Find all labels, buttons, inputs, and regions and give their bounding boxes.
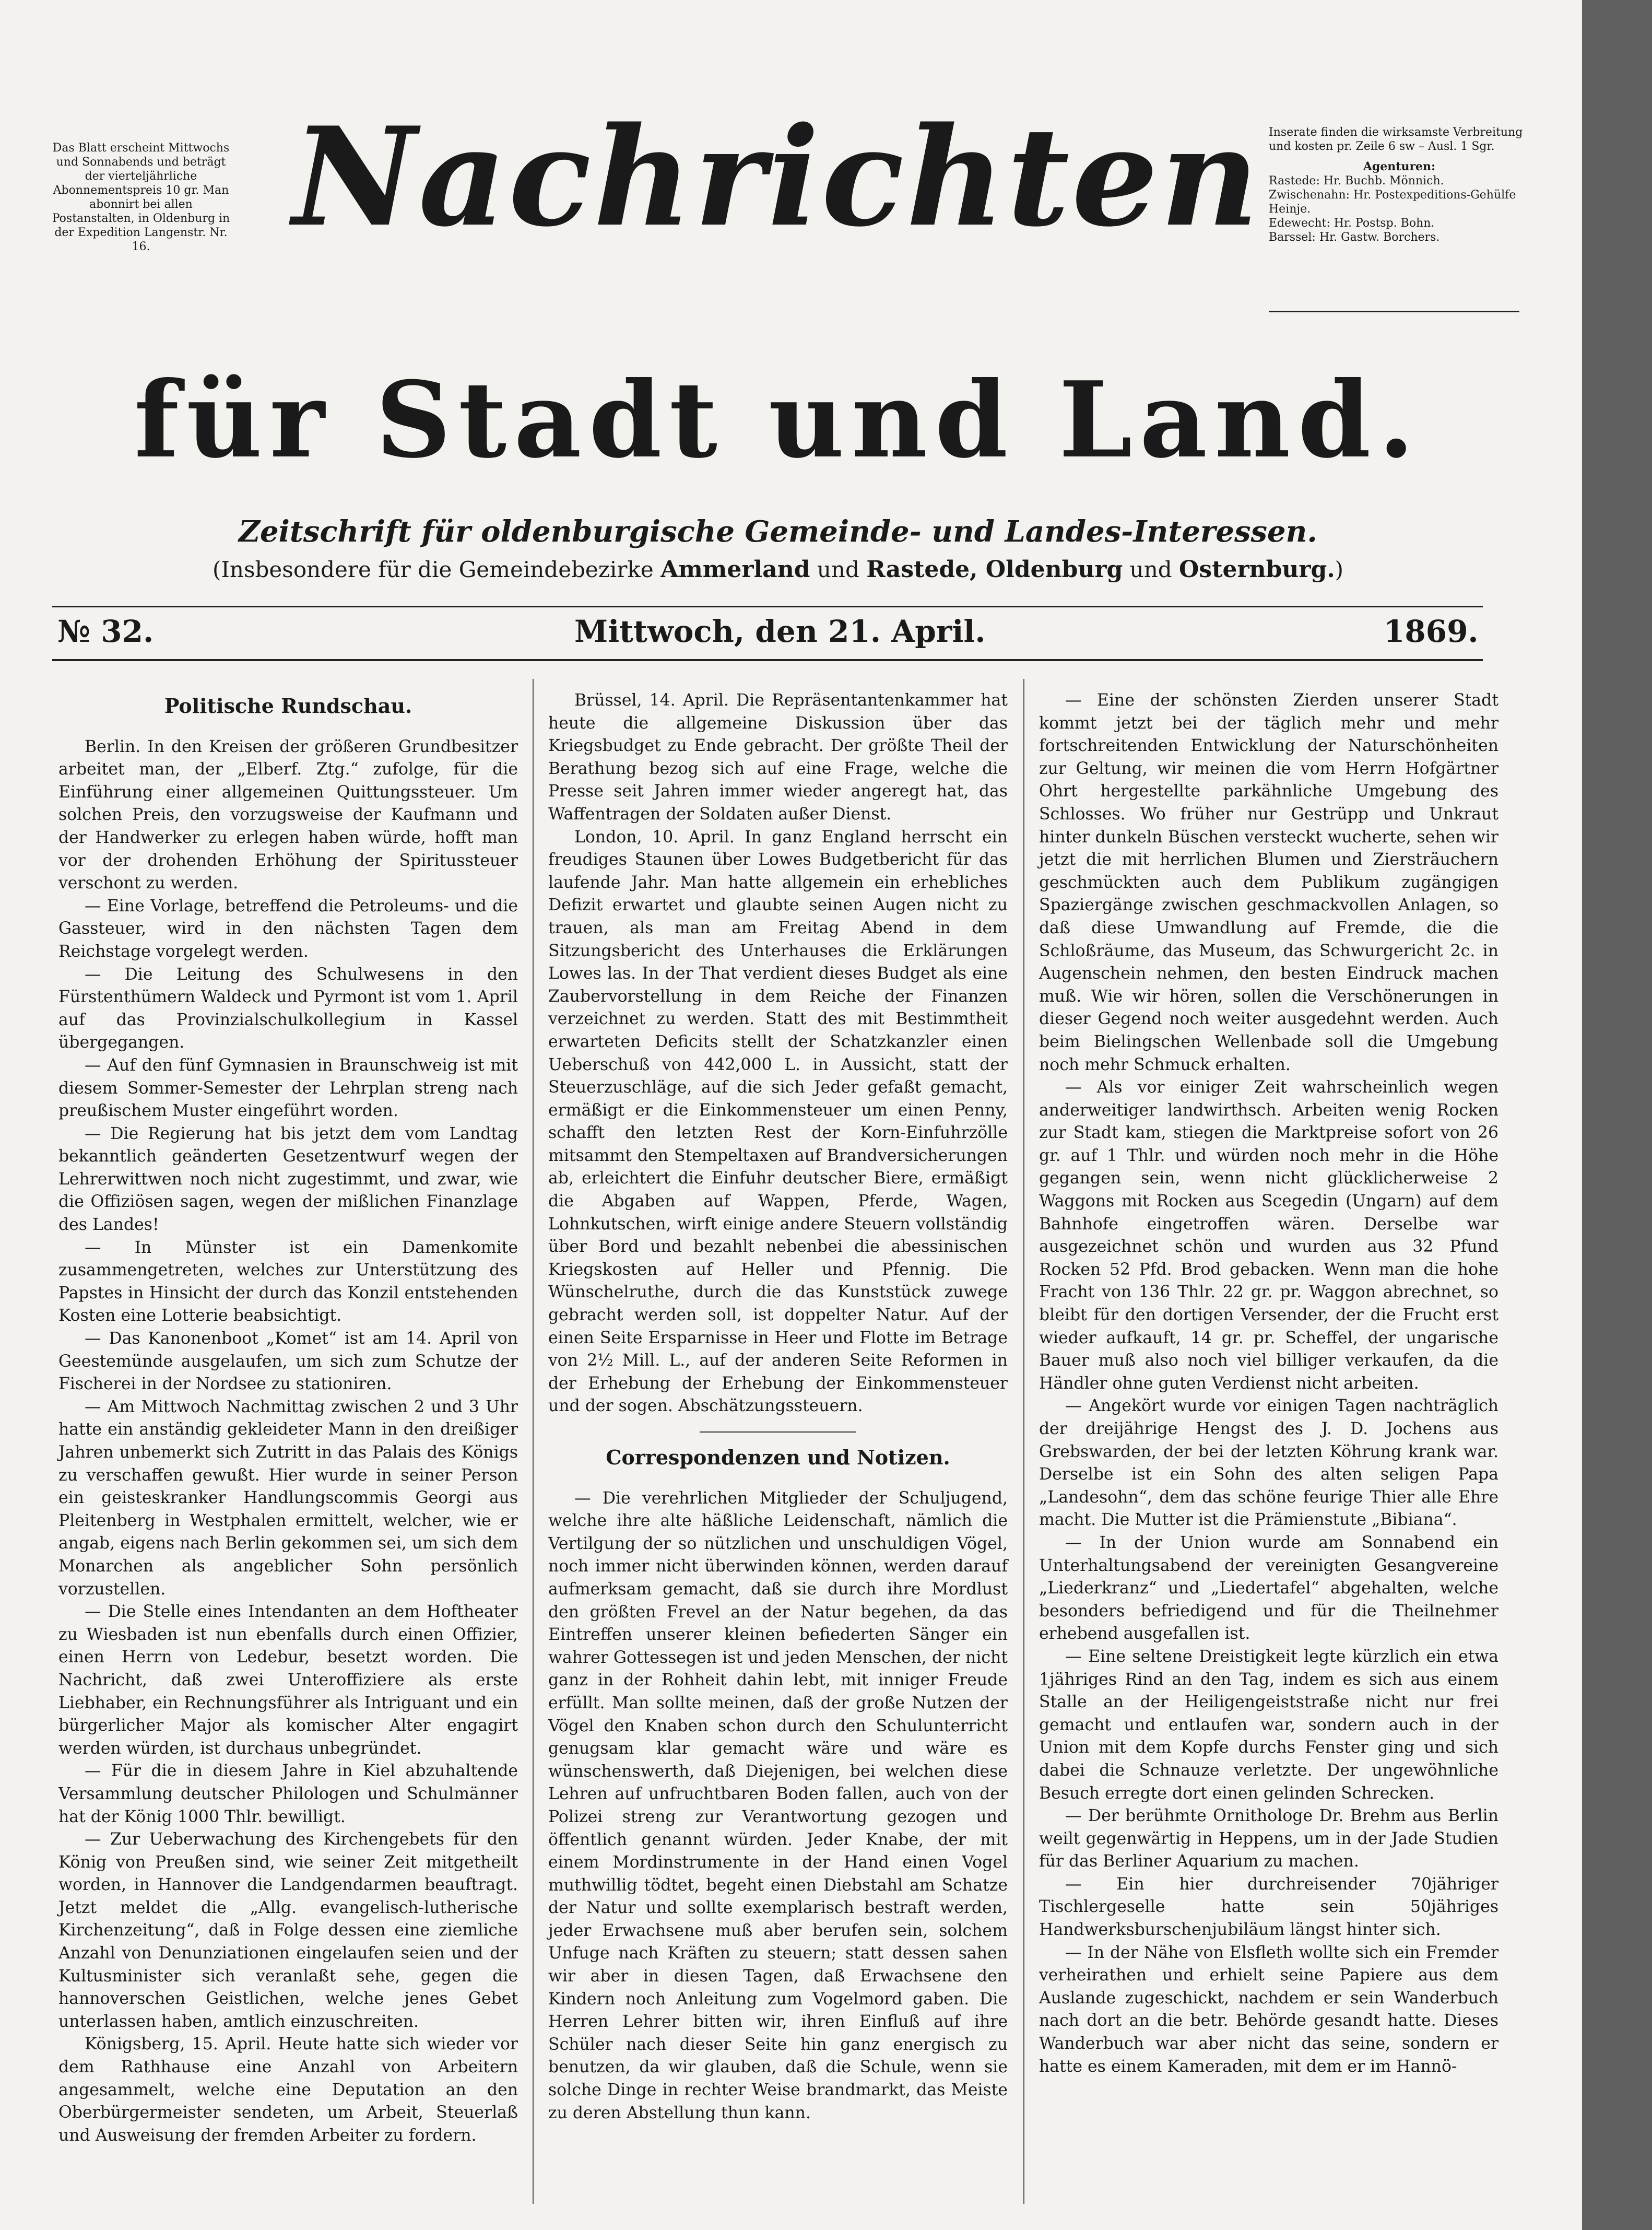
column-local-news xyxy=(1039,689,1498,2078)
article-paragraph: — Eine der schönsten Zierden unserer Stadt kommt jetzt bei der täglich mehr und mehr fortschreitenden Entwicklung der Naturschönheiten zur Geltung, wir meinen die vom Herrn Hofgärtner Ohrt hergestellte parkähnliche Umgebung des Schlosses. Wo früher nur Gestrüpp und Unkraut hinter dunkeln Büschen versteckt wucherte, sehen wir jetzt die mit herrlichen Blumen und Ziersträuchern geschmückten auch dem Publikum zugängigen Spaziergänge zwischen geschmackvollen Anlagen, so daß diese Umwandlung auf Fremde, die die Schloßräume, das Museum, das Schwurgericht 2c. in Augenschein nehmen, den besten Eindruck machen muß. Wie wir hören, sollen die Verschönerungen in dieser Gegend noch weiter ausgedehnt werden. Auch beim Bielingschen Wellenbade soll die Umgebung noch mehr Schmuck erhalten. xyxy=(1039,691,1498,1074)
header-rule-top xyxy=(52,606,1483,607)
agent-line: Edewecht: Hr. Postsp. Bohn. xyxy=(1269,217,1435,230)
inserate-text: Inserate finden die wirksamste Verbreitung und kosten pr. Zeile 6 sw – Ausl. 1 Sgr. xyxy=(1269,126,1523,153)
article-paragraph: — Für die in diesem Jahre in Kiel abzuhaltende Versammlung deutscher Philologen und Schulmänner hat der König 1000 Thlr. bewilligt. xyxy=(58,1762,518,1826)
section-heading: Politische Rundschau. xyxy=(164,694,412,718)
district-osternburg: Osternburg. xyxy=(1179,556,1335,583)
agent-line: Rastede: Hr. Buchb. Mönnich. xyxy=(1269,174,1444,187)
issue-date: Mittwoch, den 21. April. xyxy=(574,614,986,649)
article-paragraph: — In der Union wurde am Sonnabend ein Unterhaltungsabend der vereinigten Gesangvereine „Liederkranz“ und „Liedertafel“ abgehalten, welche besonders befriedigend und für die Theilnehmer erhebend ausgefallen ist. xyxy=(1039,1533,1498,1644)
article-paragraph: Brüssel, 14. April. Die Repräsentantenkammer hat heute die allgemeine Diskussion über das Kriegsbudget zu Ende gebracht. Der größte Theil der Berathung bezog sich auf eine Frage, welche die Presse seit Jahren immer wieder angeregt hat, das Waffentragen der Soldaten außer Dienst. xyxy=(548,691,1008,824)
article-paragraph: — In der Nähe von Elsfleth wollte sich ein Fremder verheirathen und erhielt seine Papiere aus dem Auslande zugeschickt, nachdem er sein Wanderbuch nach dort an die betr. Behörde gesandt hatte. Dieses Wanderbuch war aber nicht das seine, sondern er hatte es einem Kameraden, mit dem er im Hannö- xyxy=(1039,1943,1498,2076)
district-rastede-oldenburg: Rastede, Oldenburg xyxy=(866,556,1123,583)
article-paragraph: — Angekört wurde vor einigen Tagen nachträglich der dreijährige Hengst des J. D. Jochens aus Grebswarden, der bei der letzten Köhrung krank war. Derselbe ist ein Sohn des alten seligen Papa „Landesohn“, dem das schöne feurige Thier alle Ehre macht. Die Mutter ist die Prämienstute „Bibiana“. xyxy=(1039,1396,1498,1530)
article-paragraph: Berlin. In den Kreisen der größeren Grundbesitzer arbeitet man, der „Elberf. Ztg.“ zufolge, für die Einführung einer allgemeinen Quittungssteuer. Um solchen Preis, den vorzugsweise der Kaufmann und der Handwerker zu erlegen haben würde, hofft man vor der drohenden Erhöhung der Spiritussteuer verschont zu werden. xyxy=(58,737,518,893)
column-divider xyxy=(533,679,534,2204)
article-paragraph: — Ein hier durchreisender 70jähriger Tischlergeselle hatte sein 50jähriges Handwerksburschenjubiläum längst hinter sich. xyxy=(1039,1874,1498,1940)
agent-line: Barssel: Hr. Gastw. Borchers. xyxy=(1269,231,1440,244)
issue-year: 1869. xyxy=(1384,614,1479,649)
masthead-subtitle: Zeitschrift für oldenburgische Gemeinde- und Landes-Interessen. xyxy=(239,514,1317,549)
masthead-title-line1: Nachrichten xyxy=(292,98,1261,257)
column-politics xyxy=(58,689,518,2147)
agent-line: Zwischenahn: Hr. Postexpeditions-Gehülfe Heinje. xyxy=(1269,189,1516,216)
districts-intro: (Insbesondere für die Gemeindebezirke xyxy=(212,557,654,582)
district-ammerland: Ammerland xyxy=(660,556,810,583)
article-paragraph: — In Münster ist ein Damenkomite zusammengetreten, welches zur Unterstützung des Papstes in Hinsicht der durch das Konzil entstehenden Kosten eine Lotterie beabsichtigt. xyxy=(58,1238,518,1325)
advertising-notice xyxy=(1269,125,1530,244)
article-paragraph: — Auf den fünf Gymnasien in Braunschweig ist mit diesem Sommer-Semester der Lehrplan streng nach preußischem Muster eingeführt worden. xyxy=(58,1055,518,1121)
article-paragraph: London, 10. April. In ganz England herrscht ein freudiges Staunen über Lowes Budgetbericht für das laufende Jahr. Man hatte allgemein ein erhebliches Defizit erwartet und glaubte seinen Augen nicht zu trauen, als man am Freitag Abend in dem Sitzungsbericht des Unterhauses die Erklärungen Lowes las. In der That verdient dieses Budget als eine Zaubervorstellung in dem Reiche der Finanzen verzeichnet zu werden. Statt des mit Bestimmtheit erwarteten Deficits stellt der Schatzkanzler einen Ueberschuß von 442,000 L. in Aussicht, statt der Steuerzuschläge, auf die sich Jeder gefaßt gemacht, ermäßigt er die Einkommensteuer um einen Penny, schafft den letzten Rest der Korn-Einfuhrzölle mitsammt den Stempeltaxen auf Brandversicherungen ab, erleichtert die Einfuhr deutscher Biere, ermäßigt die Abgaben auf Wappen, Pferde, Wagen, Lohnkutschen, wirft einige andere Steuern vollständig über Bord und bezahlt nebenbei die abessinischen Kriegskosten auf Heller und Pfennig. Die Wünschelruthe, durch die das Kunststück zuwege gebracht werden soll, ist doppelter Natur. Auf der einen Seite Ersparnisse in Heer und Flotte im Betrage von 2½ Mill. L., auf der anderen Seite Reformen in der Erhebung der Erhebung der Einkommensteuer und der sogen. Abschätzungssteuern. xyxy=(548,827,1008,1416)
districts-and: und xyxy=(1129,557,1172,582)
notice-divider xyxy=(1269,311,1519,312)
scan-background-edge xyxy=(1582,0,1652,2230)
article-paragraph: — Am Mittwoch Nachmittag zwischen 2 und 3 Uhr hatte ein anständig gekleideter Mann in den dreißiger Jahren unbemerkt sich Zutritt in das Palais des Königs zu verschaffen gewußt. Hier wurde in seiner Person ein geisteskranker Handlungscommis Georgi aus Pleitenberg in Westphalen ermittelt, welcher, wie er angab, eigens nach Berlin gekommen sei, um sich dem Monarchen als angeblicher Sohn persönlich vorzustellen. xyxy=(58,1397,518,1599)
article-paragraph: — Die Leitung des Schulwesens in den Fürstenthümern Waldeck und Pyrmont ist vom 1. April auf das Provinzialschulkollegium in Kassel übergegangen. xyxy=(58,965,518,1052)
article-paragraph: — Eine Vorlage, betreffend die Petroleums- und die Gassteuer, wird in den nächsten Tagen dem Reichstage vorgelegt werden. xyxy=(58,896,518,961)
article-paragraph: — Das Kanonenboot „Komet“ ist am 14. April von Geestemünde ausgelaufen, um sich zum Schutze der Fischerei in der Nordsee zu stationiren. xyxy=(58,1329,518,1394)
masthead-districts xyxy=(52,556,1504,583)
districts-and: und xyxy=(817,557,859,582)
section-separator xyxy=(700,1431,856,1433)
article-paragraph: — Die Stelle eines Intendanten an dem Hoftheater zu Wiesbaden ist nun ebenfalls durch einen Offizier, einen Herrn von Ledebur, besetzt worden. Die Nachricht, daß zwei Unteroffiziere als erste Liebhaber, ein Rechnungsführer als Intriguant und ein bürgerlicher Major als komischer Alter engagirt werden würden, ist durchaus unbegründet. xyxy=(58,1602,518,1758)
masthead-title-line2: für Stadt und Land. xyxy=(134,359,1422,482)
article-paragraph: — Zur Ueberwachung des Kirchengebets für den König von Preußen sind, wie seiner Zeit mitgetheilt worden, in Hannover die Landgendarmen beauftragt. Jetzt meldet die „Allg. evangelisch-lutherische Kirchenzeitung“, daß in Folge dessen eine ziemliche Anzahl von Denunziationen eingelaufen seien und der Kultusminister sich veranlaßt sehe, gegen die hannoverschen Geistlichen, welche jenes Gebet unterlassen haben, amtlich einzuschreiten. xyxy=(58,1830,518,2031)
issue-number: № 32. xyxy=(57,614,154,649)
section-heading: Correspondenzen und Notizen. xyxy=(606,1446,950,1469)
districts-close: ) xyxy=(1335,557,1344,582)
article-paragraph: — Die Regierung hat bis jetzt dem vom Landtag bekanntlich geänderten Gesetzentwurf wegen der Lehrerwittwen noch nicht zugestimmt, und zwar, wie die Offiziösen sagen, wegen der mißlichen Finanzlage des Landes! xyxy=(58,1124,518,1235)
article-paragraph: — Eine seltene Dreistigkeit legte kürzlich ein etwa 1jähriges Rind an den Tag, indem es sich aus einem Stalle an der Heiligengeiststraße nicht nur frei gemacht und entlaufen war, sondern auch in der Union mit dem Kopfe durchs Fenster ging und sich dabei die Schnauze verletzte. Der ungewöhnliche Besuch erregte dort einen gelinden Schrecken. xyxy=(1039,1647,1498,1803)
article-paragraph: — Die verehrlichen Mitglieder der Schuljugend, welche ihre alte häßliche Leidenschaft, nämlich die Vertilgung der so nützlichen und unschuldigen Vögel, noch immer nicht überwinden können, werden darauf aufmerksam gemacht, daß sie durch ihre Mordlust den größten Frevel an der Natur begehen, da das Eintreffen unserer kleinen befiederten Sänger ein wahrer Gottessegen ist und jeden Menschen, der nicht ganz in der Rohheit dahin lebt, mit inniger Freude erfüllt. Man sollte meinen, daß der große Nutzen der Vögel den Knaben schon durch den Schulunterricht genugsam klar gemacht wäre und wäre es wünschenswerth, daß Diejenigen, bei welchen diese Lehren auf unfruchtbaren Boden fallen, auch von der Polizei streng zur Verantwortung gezogen und öffentlich genannt würden. Jeder Knabe, der mit einem Mordinstrumente in der Hand einen Vogel muthwillig tödtet, begeht einen Diebstahl am Schatze der Natur und sollte exemplarisch bestraft werden, jeder Erwachsene muß aber berufen sein, solchem Unfuge nach Kräften zu steuern; statt dessen sahen wir aber in diesen Tagen, daß Erwachsene den Kindern noch Anleitung zum Vogelmord gaben. Die Herren Lehrer bitten wir, ihren Einfluß auf ihre Schüler nach dieser Seite hin ganz energisch zu benutzen, da wir glauben, daß die Schule, wenn sie solche Dinge in rechter Weise brandmarkt, das Meiste zu deren Abstellung thun kann. xyxy=(548,1488,1008,2122)
column-divider xyxy=(1023,679,1024,2204)
column-foreign-news xyxy=(548,689,1008,2125)
article-paragraph: — Als vor einiger Zeit wahrscheinlich wegen anderweitiger landwirthsch. Arbeiten wenig Rocken zur Stadt kam, stiegen die Marktpreise sofort von 26 gr. auf 1 Thlr. und würden noch mehr in die Höhe gegangen sein, wenn nicht glücklicherweise 2 Waggons mit Rocken aus Scegedin (Ungarn) auf dem Bahnhofe eingetroffen wären. Derselbe war ausgezeichnet schön und wurden aus 32 Pfund Rocken 52 Pfd. Brod gebacken. Wenn man die hohe Fracht von 136 Thlr. 22 gr. pr. Waggon abrechnet, so bleibt für den dortigen Versender, der die Frucht erst wieder aufkauft, 14 gr. pr. Scheffel, der ungarische Bauer muß also noch viel billiger verkaufen, da die Händler ohne guten Verdienst nicht arbeiten. xyxy=(1039,1078,1498,1393)
header-rule-bottom xyxy=(52,659,1483,661)
agents-title: Agenturen: xyxy=(1363,160,1436,173)
subscription-notice: Das Blatt erscheint Mittwochs und Sonnabends und beträgt der vierteljährliche Abonnementspreis 10 gr. Man abonnirt bei allen Postanstalten, in Oldenburg in der Expedition Langenstr. Nr. 16. xyxy=(52,142,230,253)
article-paragraph: — Der berühmte Ornithologe Dr. Brehm aus Berlin weilt gegenwärtig in Heppens, um in der Jade Studien für das Berliner Aquarium zu machen. xyxy=(1039,1806,1498,1871)
article-paragraph: Königsberg, 15. April. Heute hatte sich wieder vor dem Rathhause eine Anzahl von Arbeitern angesammelt, welche eine Deputation an den Oberbürgermeister sendeten, um Arbeit, Steuerlaß und Ausweisung der fremden Arbeiter zu fordern. xyxy=(58,2035,518,2145)
